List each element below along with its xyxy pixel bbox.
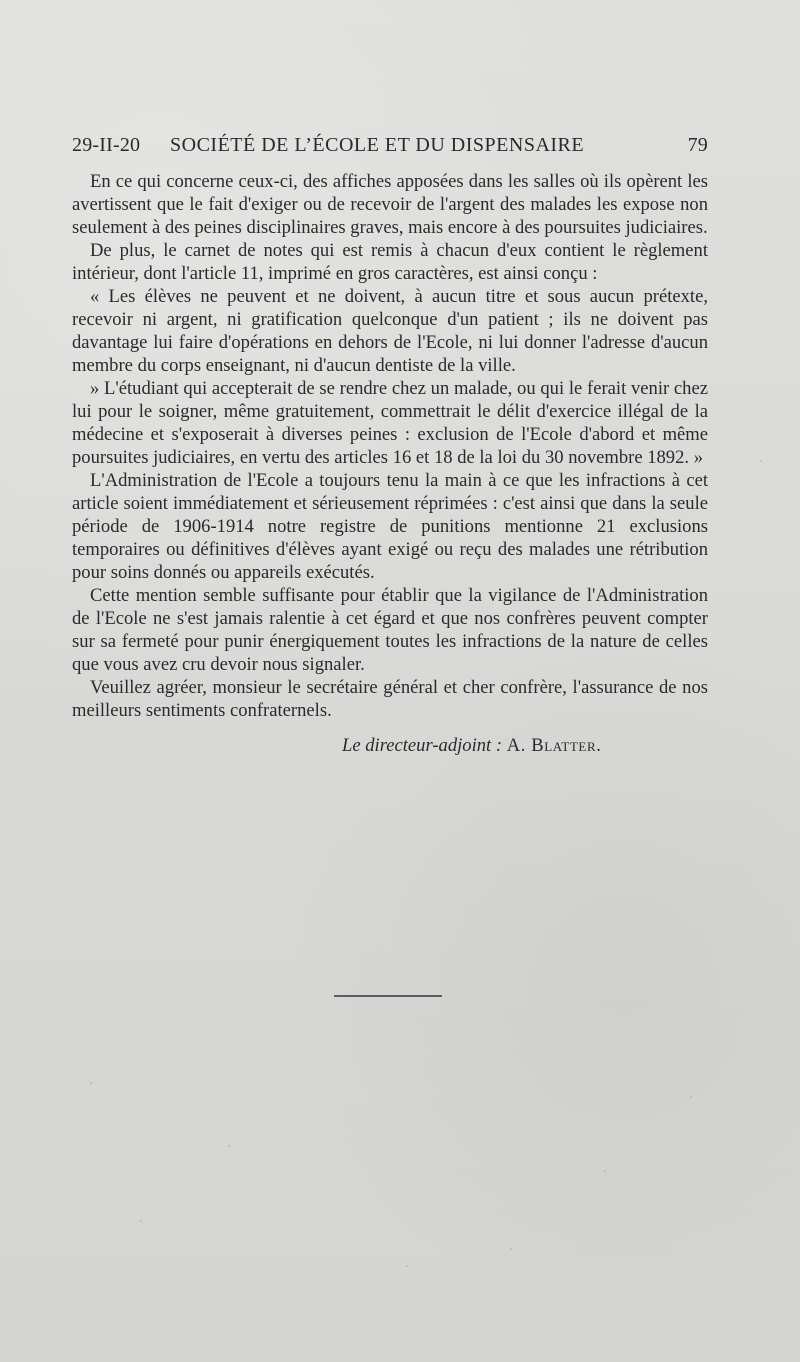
paper-speck	[90, 1082, 92, 1084]
paper-speck	[604, 1170, 606, 1172]
paper-speck	[228, 1145, 230, 1147]
signature-role: Le directeur-adjoint :	[342, 735, 503, 756]
signature-line	[72, 734, 708, 757]
paper-speck	[140, 1220, 142, 1222]
page-number: 79	[687, 134, 708, 156]
document-body	[72, 170, 708, 757]
signature-name: A. Blatter.	[506, 735, 602, 756]
section-divider	[334, 995, 442, 997]
header-date: 29-II-20	[72, 134, 141, 156]
paragraph-3: « Les élèves ne peuvent et ne doivent, à aucun titre et sous aucun prétexte, recevoir ni argent, ni gratification quelconque d'un patient ; ils ne doivent pas davantage lui faire d'opérations en dehors de l'Ecole, ni lui donner l'adresse d'aucun membre du corps enseignant, ni d'aucun dentiste de la ville.	[72, 286, 708, 376]
paper-speck	[760, 460, 762, 462]
header-title: SOCIÉTÉ DE L’ÉCOLE ET DU DISPENSAIRE	[170, 134, 585, 156]
paragraph-6: Cette mention semble suffisante pour établir que la vigilance de l'Administration de l'Ecole ne s'est jamais ralentie à cet égard et que nos confrères peuvent compter sur sa fermeté pour punir énergiquement toutes les infractions de la nature de celles que vous avez cru devoir nous signaler.	[72, 585, 708, 675]
paragraph-2: De plus, le carnet de notes qui est remis à chacun d'eux contient le règlement intérieur, dont l'article 11, imprimé en gros caractères, est ainsi conçu :	[72, 240, 708, 284]
paragraph-7: Veuillez agréer, monsieur le secrétaire général et cher confrère, l'assurance de nos meilleurs sentiments confraternels.	[72, 677, 708, 721]
paper-speck	[406, 1265, 408, 1267]
paragraph-1: En ce qui concerne ceux-ci, des affiches apposées dans les salles où ils opèrent les avertissent que le fait d'exiger ou de recevoir de l'argent des malades les expose non seulement à des peines disciplinaires graves, mais encore à des poursuites judiciaires.	[72, 171, 708, 238]
paper-speck	[510, 1248, 512, 1250]
paragraph-5: L'Administration de l'Ecole a toujours tenu la main à ce que les infractions à cet article soient immédiatement et sérieusement réprimées : c'est ainsi que dans la seule période de 1906-1914 notre registre de punitions mentionne 21 exclusions temporaires ou définitives d'élèves ayant exigé ou reçu des malades une rétribution pour soins donnés ou appareils exécutés.	[72, 470, 708, 583]
page-header	[72, 134, 708, 164]
paragraph-4: » L'étudiant qui accepterait de se rendre chez un malade, ou qui le ferait venir chez lui pour le soigner, même gratuitement, commettrait le délit d'exercice illégal de la médecine et s'exposerait à diverses peines : exclusion de l'Ecole d'abord et même poursuites judiciaires, en vertu des articles 16 et 18 de la loi du 30 novembre 1892. »	[72, 378, 708, 468]
paper-speck	[690, 1096, 692, 1098]
